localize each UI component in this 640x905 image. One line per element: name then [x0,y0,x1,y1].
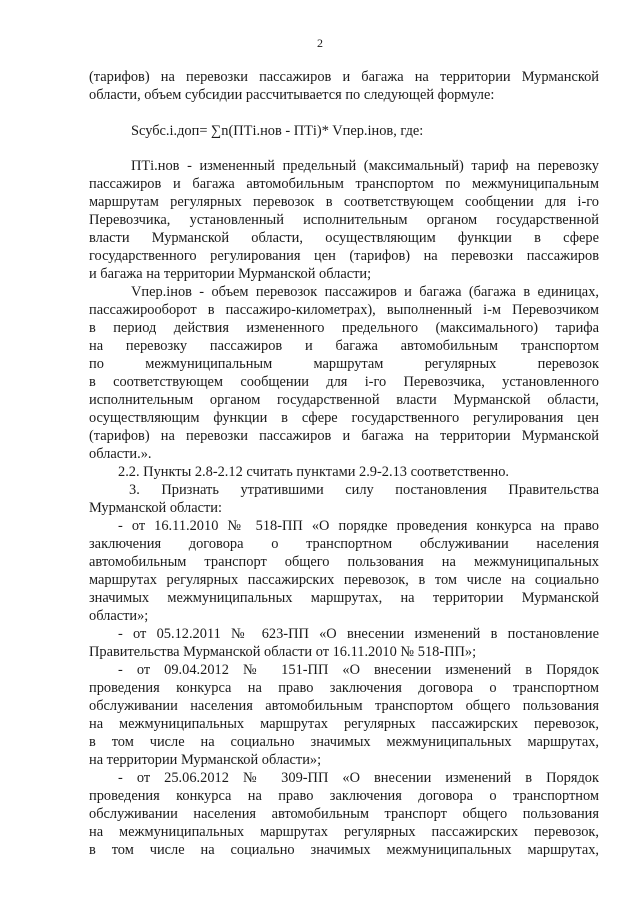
text-line: заключения договора о транспортном обслуживании населения [89,536,599,552]
text-line: на перевозку пассажиров и багажа автомобильным транспортом [89,338,599,354]
text-line: проведения конкурса на право заключения договора о транспортном [89,680,599,696]
text-line: области»; [89,608,149,624]
text-line: значимых межмуниципальных маршрутах, на территории Мурманской [89,590,599,606]
text-line: пассажиров и багажа автомобильным транспортом по межмуниципальным [89,176,599,192]
subsidy-formula: Sсубс.i.доп= ∑n(ПТi.нов - ПТi)* Vпер.iнов, где: [131,123,424,139]
text-line: обслуживании населения автомобильным транспортом общего пользования [89,698,599,714]
text-line: - от 25.06.2012 № 309-ПП «О внесении изменений в Порядок [118,770,599,786]
text-line: 2.2. Пункты 2.8-2.12 считать пунктами 2.9-2.13 соответственно. [118,464,509,480]
text-line: государственного регулирования цен (тарифов) на перевозки пассажиров [89,248,599,264]
text-line: - от 16.11.2010 № 518-ПП «О порядке проведения конкурса на право [118,518,599,534]
text-line: ПТi.нов - измененный предельный (максимальный) тариф на перевозку [131,158,599,174]
page-number: 2 [317,36,323,50]
text-line: в период действия измененного предельного (максимального) тарифа [89,320,599,336]
text-line: Vпер.iнов - объем перевозок пассажиров и багажа (багажа в единицах, [131,284,599,300]
text-line: исполнительным органом государственной власти Мурманской области, [89,392,599,408]
text-line: Перевозчика, установленный исполнительным органом государственной [89,212,599,228]
text-line: Мурманской области: [89,500,222,516]
text-line: области.». [89,446,152,462]
text-line: на межмуниципальных маршрутах регулярных пассажирских перевозок, [89,716,599,732]
text-line: в том числе на социально значимых межмуниципальных маршрутах, [89,734,599,750]
text-line: области, объем субсидии рассчитывается по следующей формуле: [89,87,495,103]
text-line: (тарифов) на перевозки пассажиров и багажа на территории Мурманской [89,69,599,85]
text-line: 3. Признать утратившими силу постановления Правительства [129,482,599,498]
text-line: - от 05.12.2011 № 623-ПП «О внесении изменений в постановление [118,626,599,642]
text-line: по межмуниципальным маршрутам регулярных перевозок [89,356,599,372]
text-line: проведения конкурса на право заключения договора о транспортном [89,788,599,804]
text-line: обслуживании населения автомобильным транспорт общего пользования [89,806,599,822]
text-line: власти Мурманской области, осуществляющим функции в сфере [89,230,599,246]
text-line: и багажа на территории Мурманской области; [89,266,372,282]
text-line: маршрутах регулярных пассажирских перевозок, в том числе на социально [89,572,599,588]
text-line: пассажирооборот в пассажиро-километрах), выполненный i-м Перевозчиком [89,302,599,318]
text-line: маршрутам регулярных перевозок в соответствующем сообщении для i-го [89,194,599,210]
text-line: Правительства Мурманской области от 16.11.2010 № 518-ПП»; [89,644,477,660]
text-line: осуществляющим функции в сфере государственного регулирования цен [89,410,599,426]
text-line: (тарифов) на перевозки пассажиров и багажа на территории Мурманской [89,428,599,444]
text-line: - от 09.04.2012 № 151-ПП «О внесении изменений в Порядок [118,662,599,678]
text-line: в том числе на социально значимых межмуниципальных маршрутах, [89,842,599,858]
text-line: на территории Мурманской области»; [89,752,322,768]
text-line: на межмуниципальных маршрутах регулярных пассажирских перевозок, [89,824,599,840]
text-line: в соответствующем сообщении для i-го Перевозчика, установленного [89,374,599,390]
text-line: автомобильным транспорт общего пользования на межмуниципальных [89,554,599,570]
